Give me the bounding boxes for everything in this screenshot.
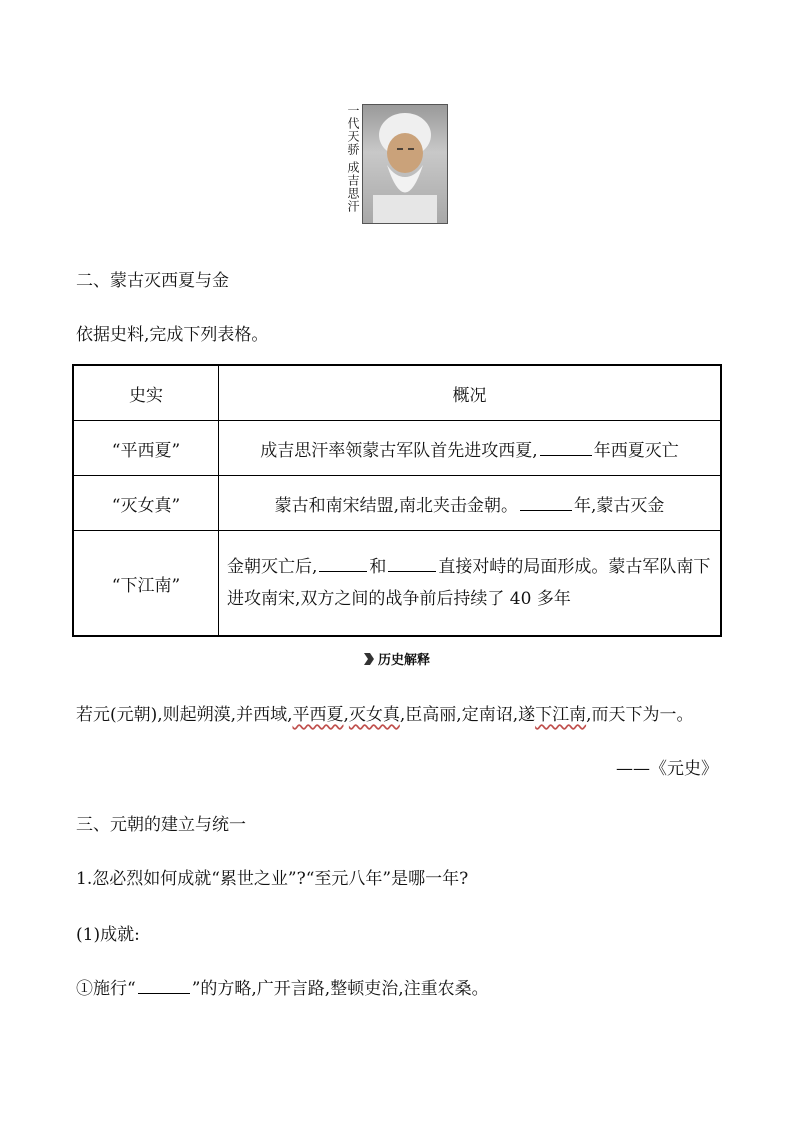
history-facts-table bbox=[72, 364, 722, 637]
event-cell: “灭女真” bbox=[73, 476, 219, 531]
overview-text: 成吉思汗率领蒙古军队首先进攻西夏, bbox=[260, 440, 538, 461]
event-cell: “平西夏” bbox=[73, 421, 219, 476]
overview-cell bbox=[219, 421, 722, 476]
table-row bbox=[73, 421, 721, 476]
quote-text: , bbox=[343, 705, 349, 725]
quote-highlight: 下江南 bbox=[535, 705, 587, 725]
answer-blank[interactable] bbox=[388, 554, 436, 572]
genghis-khan-portrait bbox=[362, 104, 448, 224]
answer-blank[interactable] bbox=[319, 554, 367, 572]
overview-cell bbox=[219, 476, 722, 531]
quote-source: ——《元史》 bbox=[616, 759, 718, 779]
overview-text: 金朝灭亡后, bbox=[227, 557, 318, 577]
item-text: ①施行“ bbox=[76, 979, 136, 999]
portrait-caption: 一代天骄 成吉思汗 bbox=[346, 104, 360, 213]
table-row bbox=[73, 531, 721, 637]
overview-cell bbox=[219, 531, 722, 637]
item-text: ”的方略,广开言路,整顿吏治,注重农桑。 bbox=[191, 979, 489, 999]
portrait-figure bbox=[346, 104, 448, 224]
history-interpretation-title: 历史解释 bbox=[377, 653, 430, 668]
section-two-heading: 二、蒙古灭西夏与金 bbox=[76, 271, 229, 291]
table-row bbox=[73, 476, 721, 531]
answer-blank[interactable] bbox=[540, 438, 592, 456]
question-one: 1.忽必烈如何成就“累世之业”?“至元八年”是哪一年? bbox=[76, 869, 469, 889]
header-event: 史实 bbox=[73, 365, 219, 421]
quote-highlight: 灭女真 bbox=[348, 705, 400, 725]
table-instruction: 依据史料,完成下列表格。 bbox=[76, 325, 269, 345]
section-three-heading: 三、元朝的建立与统一 bbox=[76, 815, 246, 835]
quote-highlight: 平西夏 bbox=[292, 705, 344, 725]
sub-question-achievement: (1)成就: bbox=[76, 925, 140, 945]
portrait-image bbox=[363, 105, 447, 223]
quote-text: 若元(元朝),则起朔漠,并西域, bbox=[76, 705, 293, 725]
yuanshi-quote bbox=[76, 700, 694, 725]
answer-blank[interactable] bbox=[520, 493, 572, 511]
section-marker-icon bbox=[364, 653, 374, 665]
item-one bbox=[76, 974, 489, 999]
answer-blank[interactable] bbox=[138, 976, 190, 994]
table-header-row bbox=[73, 365, 721, 421]
overview-text: 蒙古和南宋结盟,南北夹击金朝。 bbox=[274, 495, 518, 516]
overview-text: 直接对峙的局面形成。蒙古军队南下进攻南宋,双方之间的战争前后持续了 40 多年 bbox=[227, 557, 711, 609]
overview-text: 和 bbox=[369, 557, 387, 577]
event-cell: “下江南” bbox=[73, 531, 219, 637]
history-interpretation-label bbox=[0, 649, 794, 668]
quote-text: ,而天下为一。 bbox=[586, 705, 694, 725]
header-overview: 概况 bbox=[219, 365, 722, 421]
overview-text: 年,蒙古灭金 bbox=[574, 495, 665, 516]
quote-text: ,臣高丽,定南诏,遂 bbox=[399, 705, 536, 725]
overview-text: 年西夏灭亡 bbox=[593, 440, 679, 461]
